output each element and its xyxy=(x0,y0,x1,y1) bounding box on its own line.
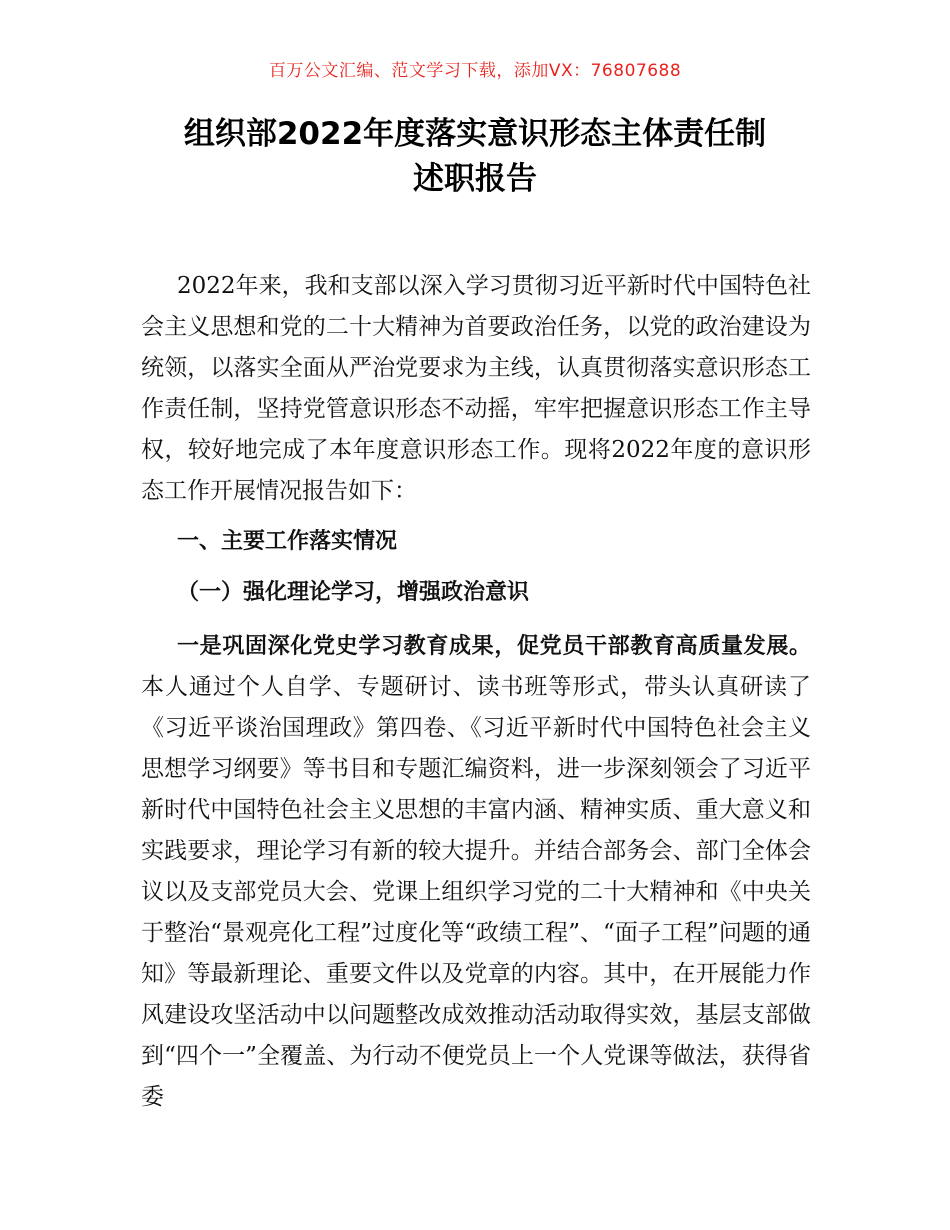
promo-banner: 百万公文汇编、范文学习下载，添加VX：76807688 xyxy=(268,61,682,81)
title-line-2: 述职报告 xyxy=(413,161,537,197)
paragraph-body: 本人通过个人自学、专题研讨、读书班等形式，带头认真研读了《习近平谈治国理政》第四卷、《习近平新时代中国特色社会主义思想学习纲要》等书目和专题汇编资料，进一步深刻领会了习近平新时代中国特色社会主义思想的丰富内涵、精神实质、重大意义和实践要求，理论学习有新的较大提升。并结合部务会、部门全体会议以及支部党员大会、党课上组织学习党的二十大精神和《中央关于整治“景观亮化工程”过度化等“政绩工程”、“面子工程”问题的通知》等最新理论、重要文件以及党章的内容。其中，在开展能力作风建设攻坚活动中以问题整改成效推动活动取得实效，基层支部做到“四个一”全覆盖、为行动不便党员上一个人党课等做法，获得省委 xyxy=(141,674,811,1110)
document-title xyxy=(0,112,950,202)
intro-paragraph: 2022年来，我和支部以深入学习贯彻习近平新时代中国特色社会主义思想和党的二十大精神为首要政治任务，以党的政治建设为统领，以落实全面从严治党要求为主线，认真贯彻落实意识形态工作责任制，坚持党管意识形态不动摇，牢牢把握意识形态工作主导权，较好地完成了本年度意识形态工作。现将2022年度的意识形态工作开展情况报告如下： xyxy=(141,273,811,504)
title-line-1: 组织部2022年度落实意识形态主体责任制 xyxy=(183,116,767,152)
body-paragraph-2 xyxy=(141,626,811,1118)
subsection-heading-1: （一）强化理论学习，增强政治意识 xyxy=(177,580,530,605)
paragraph-lead: 一是巩固深化党史学习教育成果，促党员干部教育高质量发展。 xyxy=(177,634,811,659)
section-heading-1: 一、主要工作落实情况 xyxy=(177,529,398,554)
